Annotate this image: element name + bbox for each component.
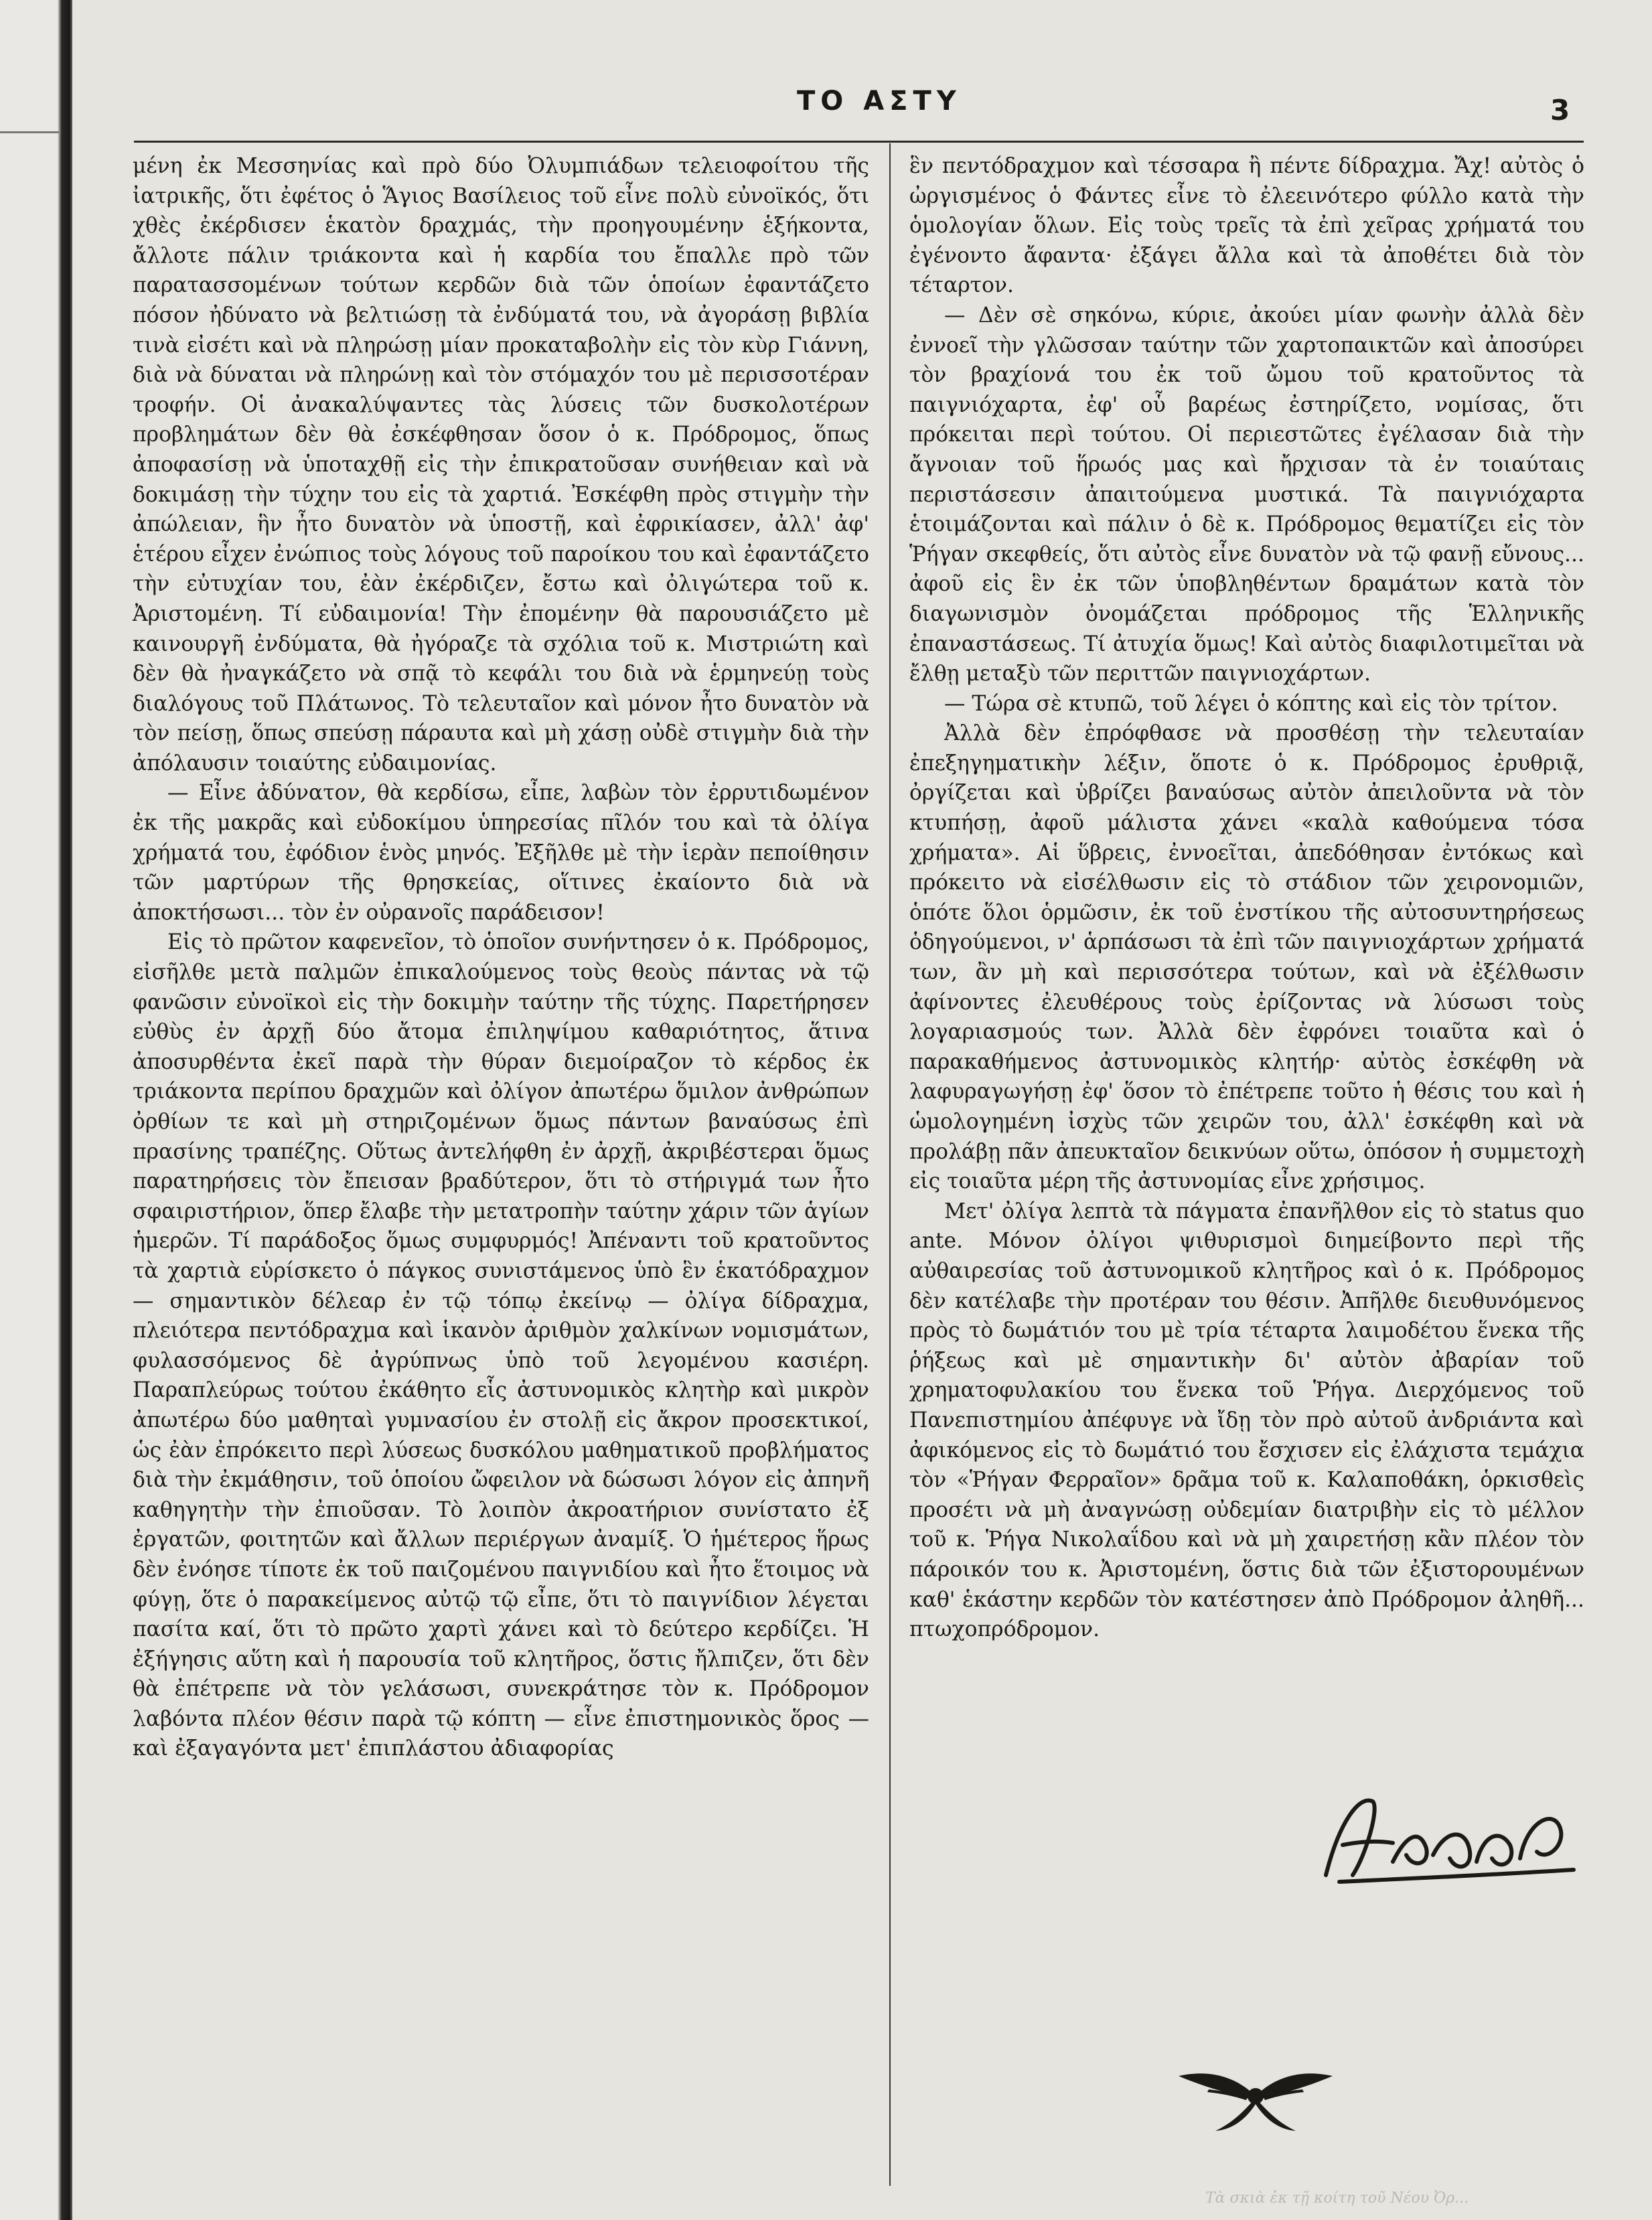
margin-rule: [0, 131, 59, 133]
paragraph: Εἰς τὸ πρῶτον καφενεῖον, τὸ ὁποῖον συνήντησεν ὁ κ. Πρόδρομος, εἰσῆλθε μετὰ παλμῶν ἐπικαλούμενος τοὺς θεοὺς πάντας νὰ τῷ φανῶσιν εὐνοϊκοὶ εἰς τὴν δοκιμὴν ταύτην τῆς τύχης. Παρετήρησεν εὐθὺς ἐν ἀρχῇ δύο ἄτομα ἐπιληψίμου καθαριότητος, ἅτινα ἀποσυρθέντα ἐκεῖ παρὰ τὴν θύραν διεμοίραζον τὸ κέρδος ἐκ τριάκοντα περίπου δραχμῶν καὶ ὀλίγον ἀπωτέρω ὅμιλον ἀνθρώπων ὀρθίων τε καὶ μὴ στηριζομένων ὅμως πάντων βαναύσως ἐπὶ πρασίνης τραπέζης. Οὕτως ἀντελήφθη ἐν ἀρχῇ, ἀκριβέστεραι ὅμως παρατηρήσεις τὸν ἔπεισαν βραδύτερον, ὅτι τὸ στήριγμά των ἦτο σφαιριστήριον, ὅπερ ἔλαβε τὴν μετατροπὴν ταύτην χάριν τῶν ἁγίων ἡμερῶν. Τί παράδοξος ὅμως συμφυρμός! Ἀπέναντι τοῦ κρατοῦντος τὰ χαρτιὰ εὑρίσκετο ὁ πάγκος συνιστάμενος ὑπὸ ἓν ἑκατόδραχμον — σημαντικὸν δέλεαρ ἐν τῷ τόπῳ ἐκείνῳ — ὀλίγα δίδραχμα, πλειότερα πεντόδραχμα καὶ ἱκανὸν ἀριθμὸν χαλκίνων νομισμάτων, φυλασσόμενος δὲ ἀγρύπνως ὑπὸ τοῦ λεγομένου κασιέρη. Παραπλεύρως τούτου ἐκάθητο εἷς ἀστυνομικὸς κλητὴρ καὶ μικρὸν ἀπωτέρω δύο μαθηταὶ γυμνασίου ἐν στολῇ εἰς ἄκρον προσεκτικοί, ὡς ἐὰν ἐπρόκειτο περὶ λύσεως δυσκόλου μαθηματικοῦ προβλήματος διὰ τὴν ἐκμάθησιν, τοῦ ὁποίου ὤφειλον νὰ δώσωσι λόγον εἰς ἀπηνῆ καθηγητὴν τὴν ἐπιοῦσαν. Τὸ λοιπὸν ἀκροατήριον συνίστατο ἐξ ἐργατῶν, φοιτητῶν καὶ ἄλλων περιέργων ἀναμίξ. Ὁ ἡμέτερος ἥρως δὲν ἐνόησε τίποτε ἐκ τοῦ παιζομένου παιγνιδίου καὶ ἦτο ἕτοιμος νὰ φύγῃ, ὅτε ὁ παρακείμενος αὐτῷ τῷ εἶπε, ὅτι τὸ παιγνίδιον λέγεται πασίτα καί, ὅτι τὸ πρῶτο χαρτὶ χάνει καὶ τὸ δεύτερο κερδίζει. Ἡ ἐξήγησις αὕτη καὶ ἡ παρουσία τοῦ κλητῆρος, ὅστις ἤλπιζεν, ὅτι δὲν θὰ ἐπέτρεπε νὰ τὸν γελάσωσι, συνεκράτησε τὸν κ. Πρόδρομον λαβόντα πλέον θέσιν παρὰ τῷ κόπτη — εἶνε ἐπιστημονικὸς ὅρος — καὶ ἐξαγαγόντα μετ' ἐπιπλάστου ἀδιαφορίας: [133, 930, 869, 1761]
right-column: [909, 151, 1584, 1645]
paragraph: Ἀλλὰ δὲν ἐπρόφθασε νὰ προσθέσῃ τὴν τελευταίαν ἐπεξηγηματικὴν λέξιν, ὅποτε ὁ κ. Πρόδρομος ἐρυθριᾷ, ὀργίζεται καὶ ὑβρίζει βαναύσως αὐτὸν ἀπειλοῦντα νὰ τὸν κτυπήσῃ, ἀφοῦ μάλιστα χάνει «καλὰ καθούμενα τόσα χρήματα». Αἱ ὕβρεις, ἐννοεῖται, ἀπεδόθησαν ἐντόκως καὶ πρόκειτο νὰ εἰσέλθωσιν εἰς τὸ στάδιον τῶν χειρονομιῶν, ὁπότε ὅλοι ὁρμῶσιν, ἐκ τοῦ ἐνστίκου τῆς αὐτοσυντηρήσεως ὁδηγούμενοι, ν' ἁρπάσωσι τὰ ἐπὶ τῶν παιγνιοχάρτων χρήματά των, ἂν μὴ καὶ περισσότερα τούτων, καὶ νὰ ἐξέλθωσιν ἀφίνοντες ἐλευθέρους τοὺς ἐρίζοντας νὰ λύσωσι τοὺς λογαριασμούς των. Ἀλλὰ δὲν ἐφρόνει τοιαῦτα καὶ ὁ παρακαθήμενος ἀστυνομικὸς κλητήρ· αὐτὸς ἐσκέφθη νὰ λαφυραγωγήσῃ ἐφ' ὅσον τὸ ἐπέτρεπε τοῦτο ἡ θέσις του καὶ ἡ ὡμολογημένη ἰσχὺς τῶν χειρῶν του, ἀλλ' ἐσκέφθη καὶ νὰ προλάβῃ πᾶν ἀπευκταῖον δεικνύων οὕτω, ὁπόσον ἡ συμμετοχὴ εἰς τοιαῦτα μέρη τῆς ἀστυνομίας εἶνε χρήσιμος.: [909, 721, 1584, 1194]
paragraph: — Δὲν σὲ σηκόνω, κύριε, ἀκούει μίαν φωνὴν ἀλλὰ δὲν ἐννοεῖ τὴν γλῶσσαν ταύτην τῶν χαρτοπαικτῶν καὶ ἀποσύρει τὸν βραχίονά του ἐκ τοῦ ὤμου τοῦ κρατοῦντος τὰ παιγνιόχαρτα, ἐφ' οὗ βαρέως ἐστηρίζετο, νομίσας, ὅτι πρόκειται περὶ τούτου. Οἱ περιεστῶτες ἐγέλασαν διὰ τὴν ἄγνοιαν τοῦ ἥρωός μας καὶ ἤρχισαν τὰ ἐν τοιαύταις περιστάσεσιν ἀπαιτούμενα μυστικά. Τὰ παιγνιόχαρτα ἑτοιμάζονται καὶ πάλιν ὁ δὲ κ. Πρόδρομος θεματίζει εἰς τὸν Ῥήγαν σκεφθείς, ὅτι αὐτὸς εἶνε δυνατὸν νὰ τῷ φανῇ εὔνους... ἀφοῦ εἰς ἓν ἐκ τῶν ὑποβληθέντων δραμάτων κατὰ τὸν διαγωνισμὸν ὀνομάζεται πρόδρομος τῆς Ἑλληνικῆς ἐπαναστάσεως. Τί ἀτυχία ὅμως! Καὶ αὐτὸς διαφιλοτιμεῖται νὰ ἔλθῃ μεταξὺ τῶν περιττῶν παιγνιοχάρτων.: [909, 303, 1584, 686]
bleed-through-text: Τὰ σκιὰ ἐκ τῇ κοίτη τοῦ Νέου Ὀρ...: [1205, 2190, 1469, 2207]
column-divider: [889, 143, 891, 2186]
left-column: [133, 151, 869, 1764]
paragraph: μένη ἐκ Μεσσηνίας καὶ πρὸ δύο Ὀλυμπιάδων τελειοφοίτου τῆς ἰατρικῆς, ὅτι ἐφέτος ὁ Ἅγιος Βασίλειος τοῦ εἶνε πολὺ εὐνοϊκός, ὅτι χθὲς ἐκέρδισεν ἑκατὸν δραχμάς, τὴν προηγουμένην ἑξήκοντα, ἄλλοτε πάλιν τριάκοντα καὶ ἡ καρδία του ἔπαλλε πρὸ τῶν παρατασσομένων τούτων κερδῶν διὰ τῶν ὁποίων ἐφαντάζετο πόσον ἠδύνατο νὰ βελτιώσῃ τὰ ἐνδύματά του, νὰ ἀγοράσῃ βιβλία τινὰ εἰσέτι καὶ νὰ πληρώσῃ μίαν προκαταβολὴν εἰς τὸν κὺρ Γιάννη, διὰ νὰ δύναται νὰ πληρώνῃ καὶ τὸν στόμαχόν του μὲ περισσοτέραν τροφήν. Οἱ ἀνακαλύψαντες τὰς λύσεις τῶν δυσκολοτέρων προβλημάτων δὲν θὰ ἐσκέφθησαν ὅσον ὁ κ. Πρόδρομος, ὅπως ἀποφασίσῃ νὰ ὑποταχθῇ εἰς τὴν ἐπικρατοῦσαν συνήθειαν καὶ νὰ δοκιμάσῃ τὴν τύχην του εἰς τὰ χαρτιά. Ἐσκέφθη πρὸς στιγμὴν τὴν ἀπώλειαν, ἣν ἦτο δυνατὸν νὰ ὑποστῇ, καὶ ἐφρικίασεν, ἀλλ' ἀφ' ἑτέρου εἶχεν ἐνώπιος τοὺς λόγους τοῦ παροίκου του καὶ ἐφαντάζετο τὴν εὐτυχίαν του, ἐὰν ἐκέρδιζεν, ἔστω καὶ ὀλιγώτερα τοῦ κ. Ἀριστομένη. Τί εὐδαιμονία! Τὴν ἐπομένην θὰ παρουσιάζετο μὲ καινουργῆ ἐνδύματα, θὰ ἠγόραζε τὰ σχόλια τοῦ κ. Μιστριώτη καὶ δὲν θὰ ἠναγκάζετο νὰ σπᾷ τὸ κεφάλι του διὰ νὰ ἑρμηνεύῃ τοὺς διαλόγους τοῦ Πλάτωνος. Τὸ τελευταῖον καὶ μόνον ἦτο δυνατὸν νὰ τὸν πείσῃ, ὅπως σπεύσῃ πάραυτα καὶ μὴ χάσῃ οὐδὲ στιγμὴν διὰ τὴν ἀπόλαυσιν τοιαύτης εὐδαιμονίας.: [133, 154, 869, 775]
page-binding-edge: [0, 0, 72, 2220]
paragraph: Μετ' ὀλίγα λεπτὰ τὰ πάγματα ἐπανῆλθον εἰς τὸ status quo ante. Μόνον ὀλίγοι ψιθυρισμοὶ διημείβοντο περὶ τῆς αὐθαιρεσίας τοῦ ἀστυνομικοῦ κλητῆρος καὶ ὁ κ. Πρόδρομος δὲν κατέλαβε τὴν προτέραν του θέσιν. Ἀπῆλθε διευθυνόμενος πρὸς τὸ δωμάτιόν του μὲ τρία τέταρτα λαιμοδέτου ἕνεκα τῆς ῥήξεως καὶ μὲ σημαντικὴν δι' αὐτὸν ἀβαρίαν τοῦ χρηματοφυλακίου του ἕνεκα τοῦ Ῥήγα. Διερχόμενος τοῦ Πανεπιστημίου ἀπέφυγε νὰ ἴδῃ τὸν πρὸ αὐτοῦ ἀνδριάντα καὶ ἀφικόμενος εἰς τὸ δωμάτιό του ἔσχισεν εἰς ἐλάχιστα τεμάχια τὸν «Ῥήγαν Φερραῖον» δρᾶμα τοῦ κ. Καλαποθάκη, ὁρκισθεὶς προσέτι νὰ μὴ ἀναγνώσῃ οὐδεμίαν διατριβὴν εἰς τὸ μέλλον τοῦ κ. Ῥήγα Νικολαΐδου καὶ νὰ μὴ χαιρετήσῃ κἂν πλέον τὸν πάροικόν του κ. Ἀριστομένη, ὅστις διὰ τῶν ἐξιστορουμένων καθ' ἑκάστην κερδῶν τὸν κατέστησεν ἀπὸ Πρόδρομον ἀληθῆ... πτωχοπρόδρομον.: [909, 1199, 1584, 1642]
paragraph: ἓν πεντόδραχμον καὶ τέσσαρα ἢ πέντε δίδραχμα. Ἄχ! αὐτὸς ὁ ὠργισμένος ὁ Φάντες εἶνε τὸ ἐλεεινότερο φύλλο κατὰ τὴν ὁμολογίαν ὅλων. Εἰς τοὺς τρεῖς τὰ ἐπὶ χεῖρας χρήματά του ἐγένοντο ἄφαντα· ἐξάγει ἄλλα καὶ τὰ ἀποθέτει διὰ τὸν τέταρτον.: [909, 154, 1584, 298]
page-number: 3: [1550, 94, 1570, 127]
header-rule: [134, 141, 1584, 143]
author-signature: [1312, 1781, 1580, 1895]
paragraph: — Τώρα σὲ κτυπῶ, τοῦ λέγει ὁ κόπτης καὶ εἰς τὸν τρίτον.: [944, 691, 1558, 716]
masthead-title: ΤΟ ΑΣΤΥ: [797, 86, 962, 117]
paragraph: — Εἶνε ἀδύνατον, θὰ κερδίσω, εἶπε, λαβὼν τὸν ἐρρυτιδωμένον ἐκ τῆς μακρᾶς καὶ εὐδοκίμου ὑπηρεσίας πῖλόν του καὶ τὰ ὀλίγα χρήματά του, ἐφόδιον ἑνὸς μηνός. Ἐξῆλθε μὲ τὴν ἱερὰν πεποίθησιν τῶν μαρτύρων τῆς θρησκείας, οἵτινες ἐκαίοντο διὰ νὰ ἀποκτήσωσι... τὸν ἐν οὐρανοῖς παράδεισον!: [133, 781, 869, 925]
ornament-vignette: [1169, 2049, 1343, 2136]
